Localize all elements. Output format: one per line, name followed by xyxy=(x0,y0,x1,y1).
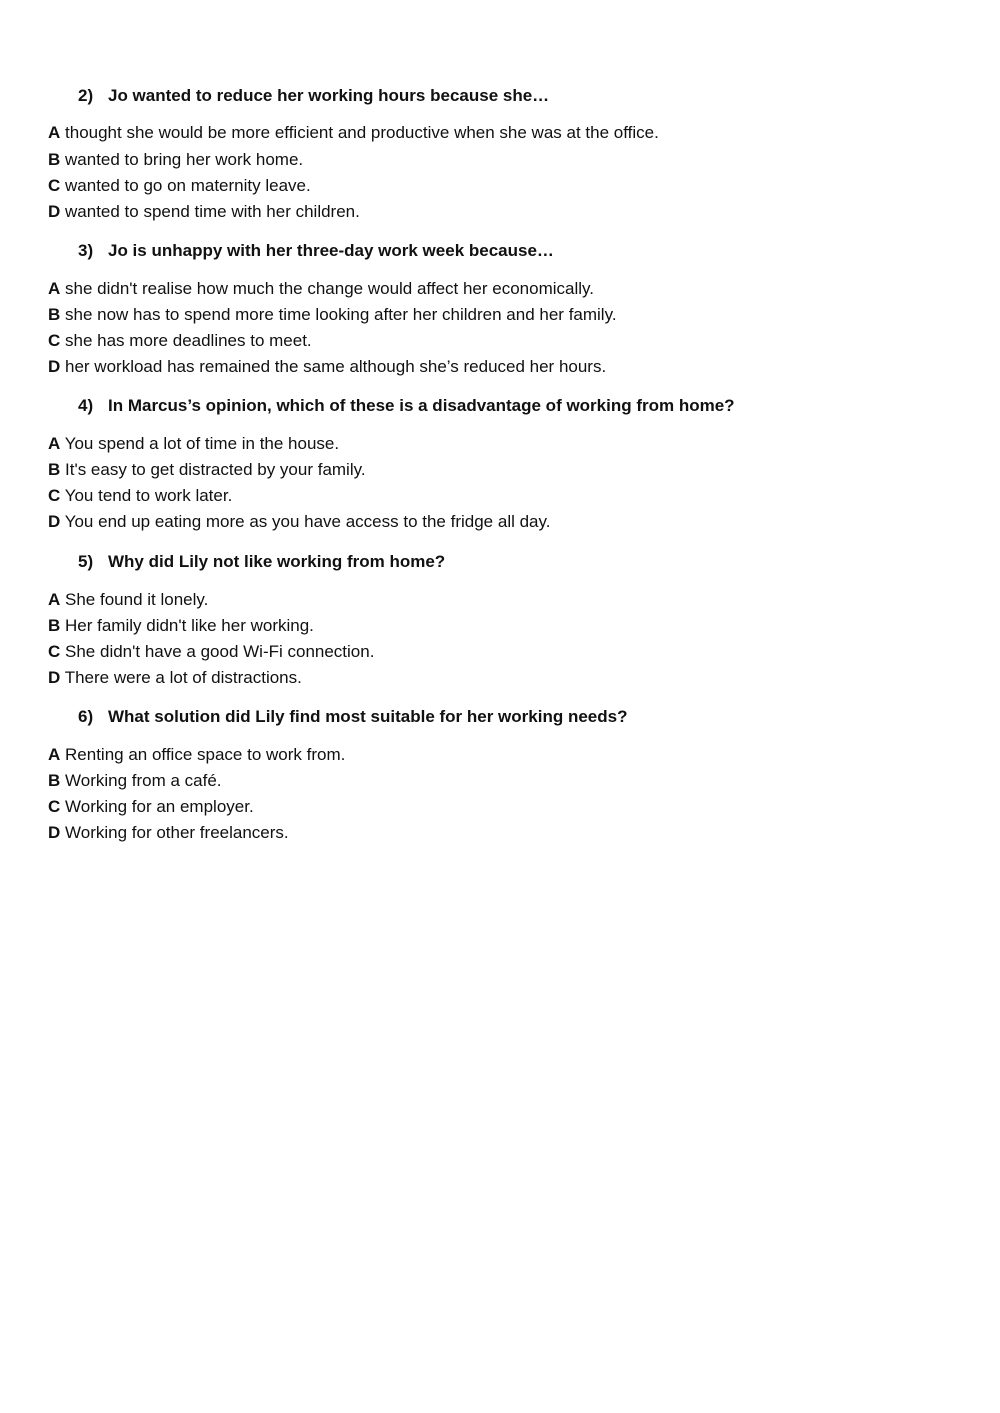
option-letter: D xyxy=(48,823,61,842)
option-text: wanted to spend time with her children. xyxy=(65,202,360,221)
option-text: Working for an employer. xyxy=(65,797,254,816)
option-d[interactable] xyxy=(48,823,289,843)
option-letter: A xyxy=(48,590,61,609)
option-a[interactable] xyxy=(48,745,345,765)
option-c[interactable] xyxy=(48,176,311,196)
option-letter: B xyxy=(48,150,61,169)
option-a[interactable] xyxy=(48,123,659,143)
option-text: she has more deadlines to meet. xyxy=(65,331,312,350)
option-b[interactable] xyxy=(48,616,314,636)
option-text: Renting an office space to work from. xyxy=(65,745,346,764)
option-letter: D xyxy=(48,202,61,221)
option-c[interactable] xyxy=(48,331,312,351)
option-text: You end up eating more as you have access to the fridge all day. xyxy=(64,512,551,531)
option-letter: C xyxy=(48,486,61,505)
option-d[interactable] xyxy=(48,668,302,688)
option-letter: D xyxy=(48,357,61,376)
option-letter: B xyxy=(48,460,61,479)
question-text: What solution did Lily find most suitable for her working needs? xyxy=(108,707,628,726)
option-c[interactable] xyxy=(48,642,374,662)
option-text: She didn't have a good Wi-Fi connection. xyxy=(65,642,375,661)
option-b[interactable] xyxy=(48,305,617,325)
option-d[interactable] xyxy=(48,357,606,377)
option-letter: C xyxy=(48,176,61,195)
option-text: You spend a lot of time in the house. xyxy=(64,434,340,453)
option-letter: C xyxy=(48,642,61,661)
option-letter: C xyxy=(48,331,61,350)
option-text: Her family didn't like her working. xyxy=(65,616,314,635)
question-heading xyxy=(78,707,627,727)
question-text: In Marcus’s opinion, which of these is a disadvantage of working from home? xyxy=(108,396,735,415)
question-text: Jo wanted to reduce her working hours because she… xyxy=(108,86,550,105)
option-b[interactable] xyxy=(48,460,366,480)
option-text: It's easy to get distracted by your family. xyxy=(65,460,366,479)
question-number: 3) xyxy=(78,241,94,260)
option-a[interactable] xyxy=(48,434,339,454)
question-heading xyxy=(78,86,549,106)
option-c[interactable] xyxy=(48,486,232,506)
option-d[interactable] xyxy=(48,512,550,532)
option-text: You tend to work later. xyxy=(64,486,233,505)
question-number: 2) xyxy=(78,86,94,105)
question-number: 6) xyxy=(78,707,94,726)
option-text: her workload has remained the same although she’s reduced her hours. xyxy=(65,357,607,376)
question-heading xyxy=(78,241,554,261)
option-letter: D xyxy=(48,668,61,687)
option-letter: D xyxy=(48,512,61,531)
option-letter: A xyxy=(48,745,61,764)
option-text: There were a lot of distractions. xyxy=(64,668,302,687)
option-letter: C xyxy=(48,797,61,816)
option-text: Working for other freelancers. xyxy=(65,823,289,842)
option-d[interactable] xyxy=(48,202,360,222)
option-letter: B xyxy=(48,771,61,790)
question-text: Jo is unhappy with her three-day work week because… xyxy=(108,241,554,260)
question-heading xyxy=(78,396,735,416)
option-letter: A xyxy=(48,279,61,298)
question-number: 5) xyxy=(78,552,94,571)
option-b[interactable] xyxy=(48,771,222,791)
option-text: wanted to go on maternity leave. xyxy=(65,176,311,195)
option-letter: A xyxy=(48,434,61,453)
option-b[interactable] xyxy=(48,150,303,170)
option-letter: B xyxy=(48,616,61,635)
question-text: Why did Lily not like working from home? xyxy=(108,552,446,571)
question-number: 4) xyxy=(78,396,94,415)
option-text: she now has to spend more time looking after her children and her family. xyxy=(65,305,617,324)
question-heading xyxy=(78,552,445,572)
option-a[interactable] xyxy=(48,590,208,610)
option-text: thought she would be more efficient and productive when she was at the office. xyxy=(65,123,659,142)
option-a[interactable] xyxy=(48,279,594,299)
option-letter: A xyxy=(48,123,61,142)
option-text: She found it lonely. xyxy=(65,590,209,609)
option-text: Working from a café. xyxy=(65,771,222,790)
option-text: wanted to bring her work home. xyxy=(65,150,304,169)
option-letter: B xyxy=(48,305,61,324)
option-text: she didn't realise how much the change would affect her economically. xyxy=(65,279,594,298)
option-c[interactable] xyxy=(48,797,254,817)
